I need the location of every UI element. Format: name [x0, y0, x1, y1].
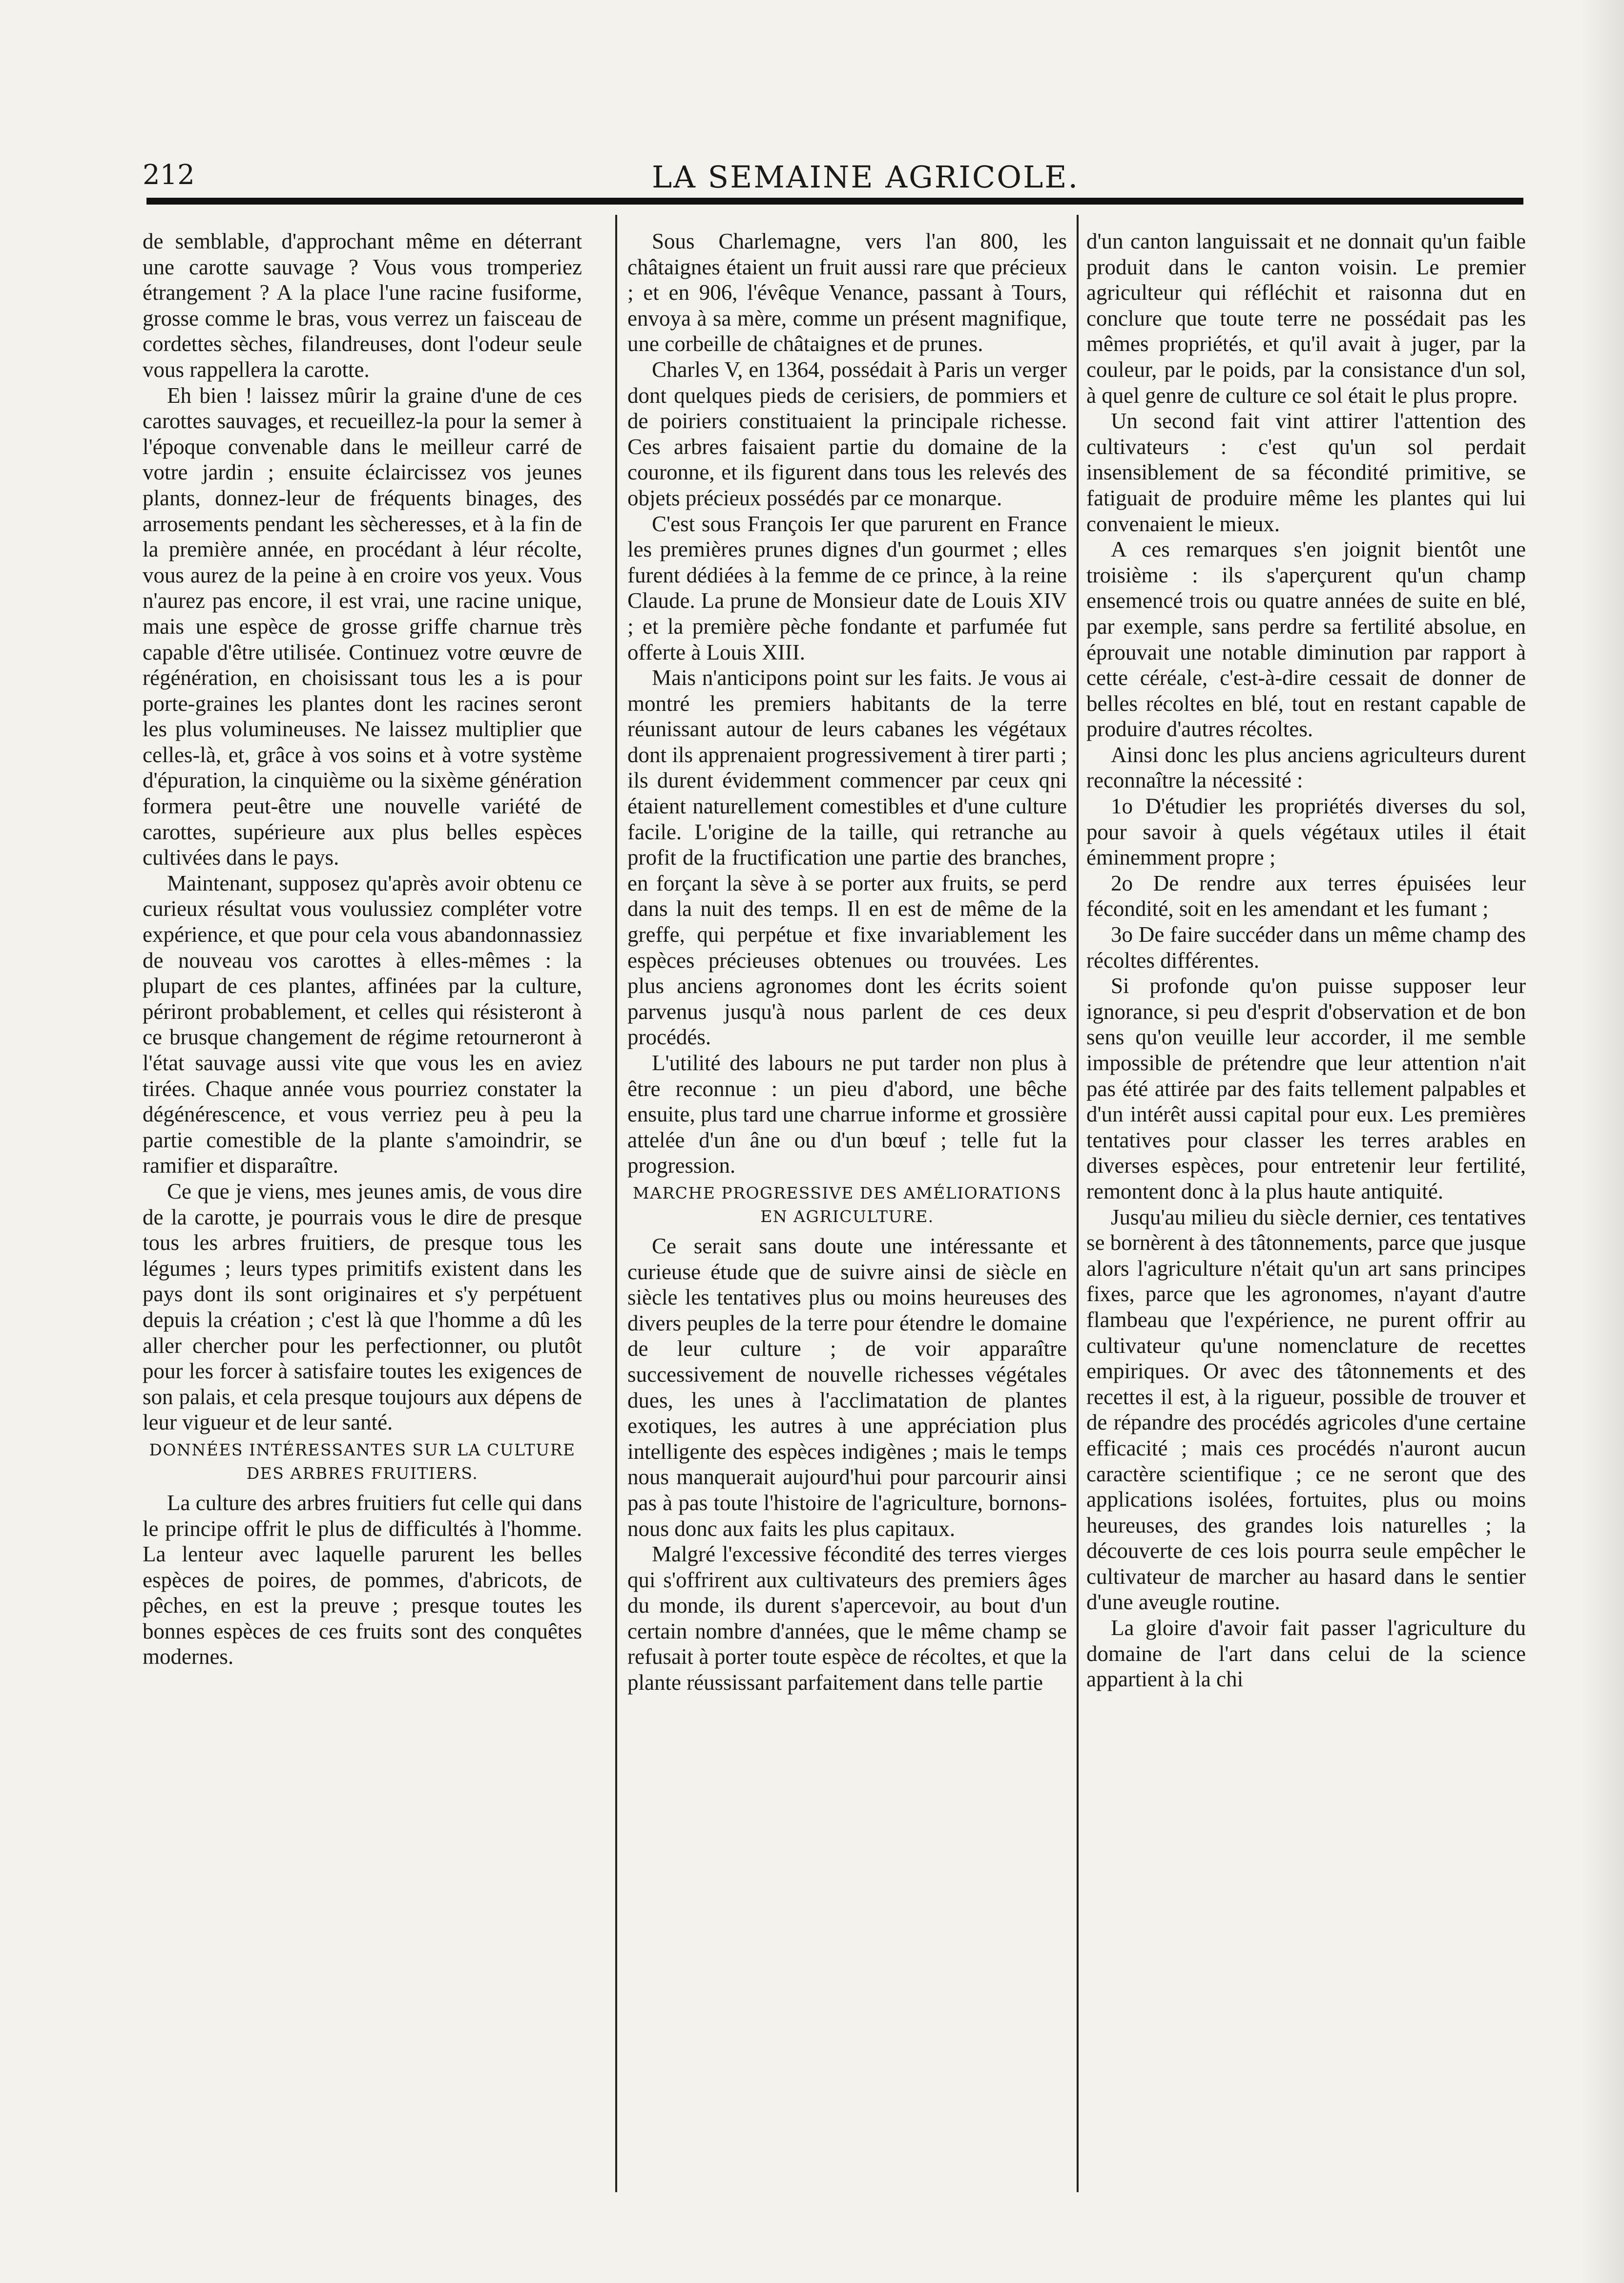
paragraph: Charles V, en 1364, possédait à Paris un verger dont quelques pieds de cerisiers, de pommiers et de poiriers constituaient la principale richesse. Ces arbres faisaient partie du domaine de la couronne, et ils figurent dans tous les relevés des objets précieux possédés par ce monarque.: [627, 357, 1067, 510]
section-heading: MARCHE PROGRESSIVE DES AMÉLIORATIONS EN AGRICULTURE.: [632, 1183, 1062, 1226]
header-rule: [146, 198, 1523, 205]
paragraph: Un second fait vint attirer l'attention des cultivateurs : c'est qu'un sol perdait insensiblement de sa fécondité primitive, se fatiguait de produire même les plantes qui lui convenaient le mieux.: [1086, 409, 1526, 536]
paragraph: Eh bien ! laissez mûrir la graine d'une de ces carottes sauvages, et recueillez-la pour la semer à l'époque convenable dans le meilleur carré de votre jardin ; ensuite éclaircissez vos jeunes plants, donnez-leur de fréquents binages, des arrosements pendant les sècheresses, et à la fin de la première année, en procédant à léur récolte, vous aurez de la peine à en croire vos yeux. Vous n'aurez pas encore, il est vrai, une racine unique, mais une espèce de grosse griffe charnue très capable d'être utilisée. Continuez votre œuvre de régénération, en choisissant tous les a is pour porte-graines les plantes dont les racines seront les plus volumineuses. Ne laissez multiplier que celles-là, et, grâce à vos soins et à votre système d'épuration, la cinquième ou la sixème génération formera peut-être une nouvelle variété de carottes, supérieure aux plus belles espèces cultivées dans le pays.: [143, 383, 582, 870]
paragraph: Sous Charlemagne, vers l'an 800, les châtaignes étaient un fruit aussi rare que précieux ; et en 906, l'évêque Venance, passant à Tours, envoya à sa mère, comme un présent magnifique, une corbeille de châtaignes et de prunes.: [627, 229, 1067, 356]
paragraph: Ce serait sans doute une intéressante et curieuse étude que de suivre ainsi de siècle en siècle les tentatives plus ou moins heureuses des divers peuples de la terre pour étendre le domaine de leur culture ; de voir apparaître successivement de nouvelle richesses végétales dues, les unes à l'acclimatation de plantes exotiques, les autres à une appréciation plus intelligente des espèces indigènes ; mais le temps nous manquerait aujourd'hui pour parcourir ainsi pas à pas toute l'histoire de l'agriculture, bornons-nous donc aux faits les plus capitaux.: [627, 1233, 1067, 1541]
paragraph: Jusqu'au milieu du siècle dernier, ces tentatives se bornèrent à des tâtonnements, parce que jusque alors l'agriculture n'était qu'un art sans principes fixes, parce que les agronomes, n'ayant d'autre flambeau que l'expérience, ne purent offrir au cultivateur qu'une nomenclature de recettes empiriques. Or avec des tâtonnements et des recettes il est, à la rigueur, possible de trouver et de répandre des procédés agricoles d'une certaine efficacité ; mais ces procédés n'auront aucun caractère scientifique ; ce ne seront que des applications isolées, fortuites, plus ou moins heureuses, des grandes lois naturelles ; la découverte de ces lois pourra seule empêcher le cultivateur de marcher au hasard dans le sentier d'une aveugle routine.: [1086, 1204, 1526, 1615]
column-right: [1086, 228, 1526, 2191]
paragraph: A ces remarques s'en joignit bientôt une troisième : ils s'aperçurent qu'un champ ensemencé trois ou quatre années de suite en blé, par exemple, sans perdre sa fertilité absolue, en éprouvait une notable diminution par rapport à cette céréale, c'est-à-dire cessait de donner de belles récoltes en blé, tout en restant capable de produire d'autres récoltes.: [1086, 537, 1526, 742]
column-divider: [1077, 215, 1079, 2192]
column-divider: [615, 215, 617, 2192]
section-heading: DONNÉES INTÉRESSANTES SUR LA CULTURE DES ARBRES FRUITIERS.: [149, 1440, 576, 1483]
list-item: 3o De faire succéder dans un même champ des récoltes différentes.: [1086, 922, 1526, 973]
page-number: 212: [143, 159, 195, 191]
paragraph: d'un canton languissait et ne donnait qu'un faible produit dans le canton voisin. Le premier agriculteur qui réfléchit et raisonna dut en conclure que toute terre ne possédait pas les mêmes propriétés, et qu'il avait à juger, par la couleur, par le poids, par la consistance d'un sol, à quel genre de culture ce sol était le plus propre.: [1086, 229, 1526, 408]
paragraph: Mais n'anticipons point sur les faits. Je vous ai montré les premiers habitants de la terre réunissant autour de leurs cabanes les végétaux dont ils apprenaient progressivement à tirer parti ; ils durent évidemment commencer par ceux qni étaient naturellement comestibles et d'une culture facile. L'origine de la taille, qui retranche au profit de la fructification une partie des branches, en forçant la sève à se porter aux fruits, se perd dans la nuit des temps. Il en est de même de la greffe, qui perpétue et fixe invariablement les espèces précieuses obtenues ou trouvées. Les plus anciens agronomes dont les écrits soient parvenus jusqu'à nous parlent de ces deux procédés.: [627, 665, 1067, 1050]
paragraph: Ce que je viens, mes jeunes amis, de vous dire de la carotte, je pourrais vous le dire de presque tous les arbres fruitiers, de presque tous les légumes ; leurs types primitifs existent dans les pays dont ils sont originaires et s'y perpétuent depuis la création ; c'est là que l'homme a dû les aller chercher pour les perfectionner, ou plutôt pour les forcer à satisfaire toutes les exigences de son palais, et cela presque toujours aux dépens de leur vigueur et de leur santé.: [143, 1179, 582, 1435]
column-left: [143, 228, 582, 2191]
paragraph: C'est sous François Ier que parurent en France les premières prunes dignes d'un gourmet ; elles furent dédiées à la femme de ce prince, à la reine Claude. La prune de Monsieur date de Louis XIV ; et la première pèche fondante et parfumée fut offerte à Louis XIII.: [627, 511, 1067, 664]
paragraph: La gloire d'avoir fait passer l'agriculture du domaine de l'art dans celui de la science appartient à la chi: [1086, 1616, 1526, 1692]
column-middle: [627, 228, 1067, 2191]
paragraph: de semblable, d'approchant même en déterrant une carotte sauvage ? Vous vous tromperiez étrangement ? A la place l'une racine fusiforme, grosse comme le bras, vous verrez un faisceau de cordettes sèches, filandreuses, dont l'odeur seule vous rappellera la carotte.: [143, 229, 582, 382]
paragraph: Malgré l'excessive fécondité des terres vierges qui s'offrirent aux cultivateurs des premiers âges du monde, ils durent s'apercevoir, au bout d'un certain nombre d'années, que le même champ se refusait à porter toute espèce de récoltes, et que la plante réussissant parfaitement dans telle partie: [627, 1542, 1067, 1695]
paragraph: Si profonde qu'on puisse supposer leur ignorance, si peu d'esprit d'observation et de bon sens qu'on veuille leur accorder, il me semble impossible de prétendre que leur attention n'ait pas été attirée par des faits tellement palpables et d'un intérêt aussi capital pour eux. Les premières tentatives pour classer les terres arables en diverses espèces, pour entretenir leur fertilité, remontent donc à la plus haute antiquité.: [1086, 974, 1526, 1204]
running-title: LA SEMAINE AGRICOLE.: [652, 159, 1080, 195]
page-edge-shadow: [1580, 0, 1624, 2283]
paragraph: Ainsi donc les plus anciens agriculteurs durent reconnaître la nécessité :: [1086, 742, 1526, 793]
paragraph: Maintenant, supposez qu'après avoir obtenu ce curieux résultat vous voulussiez compléter votre expérience, et que pour cela vous abandonnassiez de nouveau vos carottes à elles-mêmes : la plupart de ces plantes, affinées par la culture, périront probablement, et celles qui résisteront à ce brusque changement de régime retourneront à l'état sauvage aussi vite que vous les en aviez tirées. Chaque année vous pourriez constater la dégénérescence, et vous verriez peu à peu la partie comestible de la plante s'amoindrir, se ramifier et disparaître.: [143, 871, 582, 1178]
paragraph: L'utilité des labours ne put tarder non plus à être reconnue : un pieu d'abord, une bêche ensuite, plus tard une charrue informe et grossière attelée d'un âne ou d'un bœuf ; telle fut la progression.: [627, 1051, 1067, 1178]
paragraph: La culture des arbres fruitiers fut celle qui dans le principe offrit le plus de difficultés à l'homme. La lenteur avec laquelle parurent les belles espèces de poires, de pommes, d'abricots, de pêches, en est la preuve ; presque toutes les bonnes espèces de ces fruits sont des conquêtes modernes.: [143, 1490, 582, 1669]
list-item: 1o D'étudier les propriétés diverses du sol, pour savoir à quels végétaux utiles il était éminemment propre ;: [1086, 794, 1526, 870]
list-item: 2o De rendre aux terres épuisées leur fécondité, soit en les amendant et les fumant ;: [1086, 871, 1526, 921]
